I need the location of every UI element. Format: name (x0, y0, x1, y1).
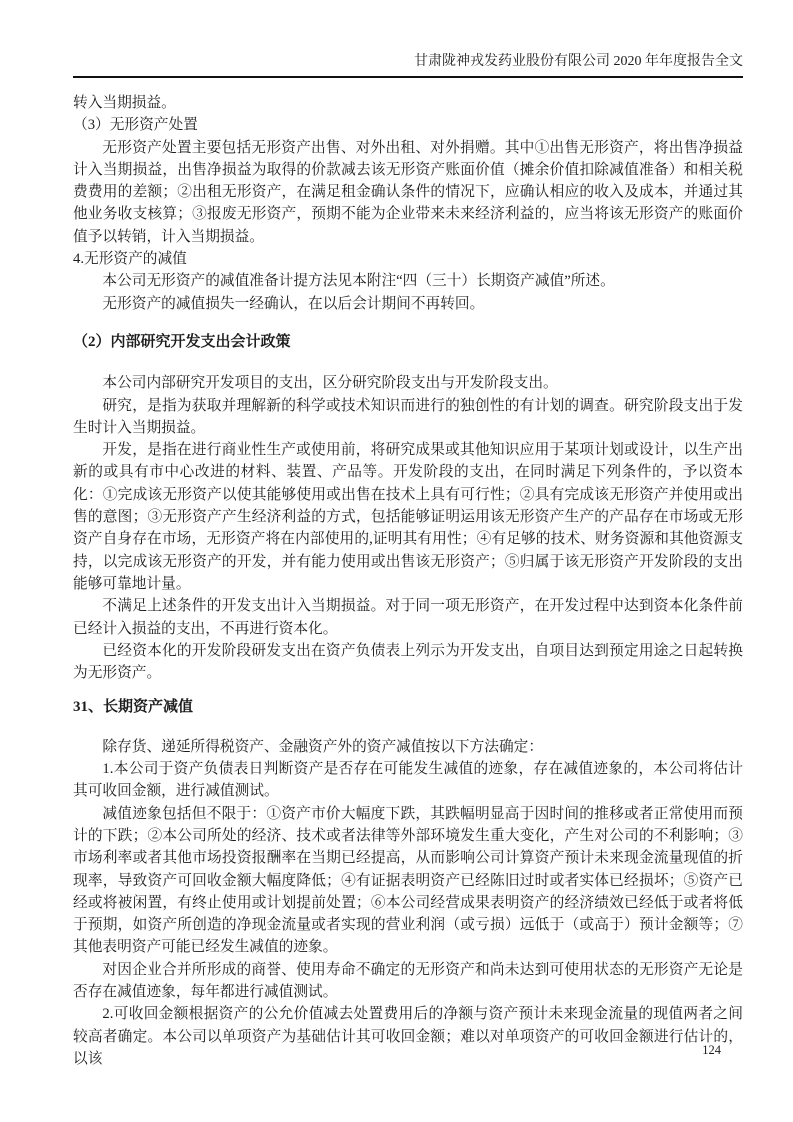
paragraph: 除存货、递延所得税资产、金融资产外的资产减值按以下方法确定： (102, 738, 544, 755)
paragraph: 本公司内部研究开发项目的支出，区分研究阶段支出与开发阶段支出。 (102, 375, 558, 392)
section-heading-long-term-asset-impairment: 31、长期资产减值 (73, 699, 194, 716)
paragraph: 对因企业合并所形成的商誉、使用寿命不确定的无形资产和尚未达到可使用状态的无形资产无论是否存在减值迹象，每年都进行减值测试。 (73, 961, 743, 1000)
section-heading-internal-rnd-policy: （2）内部研究开发支出会计政策 (73, 333, 291, 350)
list-item-label: 4.无形资产的减值 (73, 251, 187, 268)
subsection-label: （3）无形资产处置 (73, 117, 198, 134)
paragraph: 转入当期损益。 (73, 95, 176, 111)
page-header (73, 50, 743, 78)
page-number: 124 (702, 1043, 721, 1057)
paragraph: 2.可收回金额根据资产的公允价值减去处置费用后的净额与资产预计未来现金流量的现值两者之间较高者确定。本公司以单项资产为基础估计其可收回金额；难以对单项资产的可收回金额进行估计的，以该 (73, 1006, 743, 1067)
paragraph: 无形资产的减值损失一经确认，在以后会计期间不再转回。 (102, 295, 485, 312)
paragraph: 无形资产处置主要包括无形资产出售、对外出租、对外捐赠。其中①出售无形资产，将出售净损益计入当期损益，出售净损益为取得的价款减去该无形资产账面价值（摊余价值扣除减值准备）和相关税费费用的差额；②出租无形资产，在满足租金确认条件的情况下，应确认相应的收入及成本，并通过其他业务收支核算；③报废无形资产，预期不能为企业带来未来经济利益的，应当将该无形资产的账面价值予以转销，计入当期损益。 (73, 139, 743, 245)
document-body (73, 92, 743, 1070)
paragraph: 1.本公司于资产负债表日判断资产是否存在可能发生减值的迹象，存在减值迹象的，本公司将估计其可收回金额，进行减值测试。 (73, 761, 743, 800)
paragraph: 本公司无形资产的减值准备计提方法见本附注“四（三十）长期资产减值”所述。 (102, 273, 615, 290)
page-footer (702, 1042, 721, 1058)
header-title: 甘肃陇神戎发药业股份有限公司 2020 年年度报告全文 (414, 54, 743, 69)
paragraph: 已经资本化的开发阶段研发支出在资产负债表上列示为开发支出，自项目达到预定用途之日起转换为无形资产。 (73, 642, 743, 682)
paragraph: 减值迹象包括但不限于：①资产市价大幅度下跌，其跌幅明显高于因时间的推移或者正常使用而预计的下跌；②本公司所处的经济、技术或者法律等外部环境发生重大变化，产生对公司的不利影响；③市场利率或者其他市场投资报酬率在当期已经提高，从而影响公司计算资产预计未来现金流量现值的折现率，导致资产可回收金额大幅度降低；④有证据表明资产已经陈旧过时或者实体已经损坏；⑤资产已经或将被闲置，有终止使用或计划提前处置；⑥本公司经营成果表明资产的经济绩效已经低于或者将低于预期，如资产所创造的净现金流量或者实现的营业利润（或亏损）远低于（或高于）预计金额等；⑦其他表明资产可能已经发生减值的迹象。 (73, 805, 743, 956)
paragraph: 不满足上述条件的开发支出计入当期损益。对于同一项无形资产，在开发过程中达到资本化条件前已经计入损益的支出，不再进行资本化。 (73, 598, 743, 637)
paragraph: 开发，是指在进行商业性生产或使用前，将研究成果或其他知识应用于某项计划或设计，以生产出新的或具有市中心改进的材料、装置、产品等。开发阶段的支出，在同时满足下列条件的，予以资本化：①完成该无形资产以使其能够使用或出售在技术上具有可行性；②具有完成该无形资产并使用或出售的意图；③无形资产产生经济利益的方式，包括能够证明运用该无形资产生产的产品存在市场或无形资产自身存在市场，无形资产将在内部使用的,证明其有用性；④有足够的技术、财务资源和其他资源支持，以完成该无形资产的开发，并有能力使用或出售该无形资产；⑤归属于该无形资产开发阶段的支出能够可靠地计量。 (73, 442, 743, 592)
paragraph: 研究，是指为获取并理解新的科学或技术知识而进行的独创性的有计划的调查。研究阶段支出于发生时计入当期损益。 (73, 397, 743, 436)
